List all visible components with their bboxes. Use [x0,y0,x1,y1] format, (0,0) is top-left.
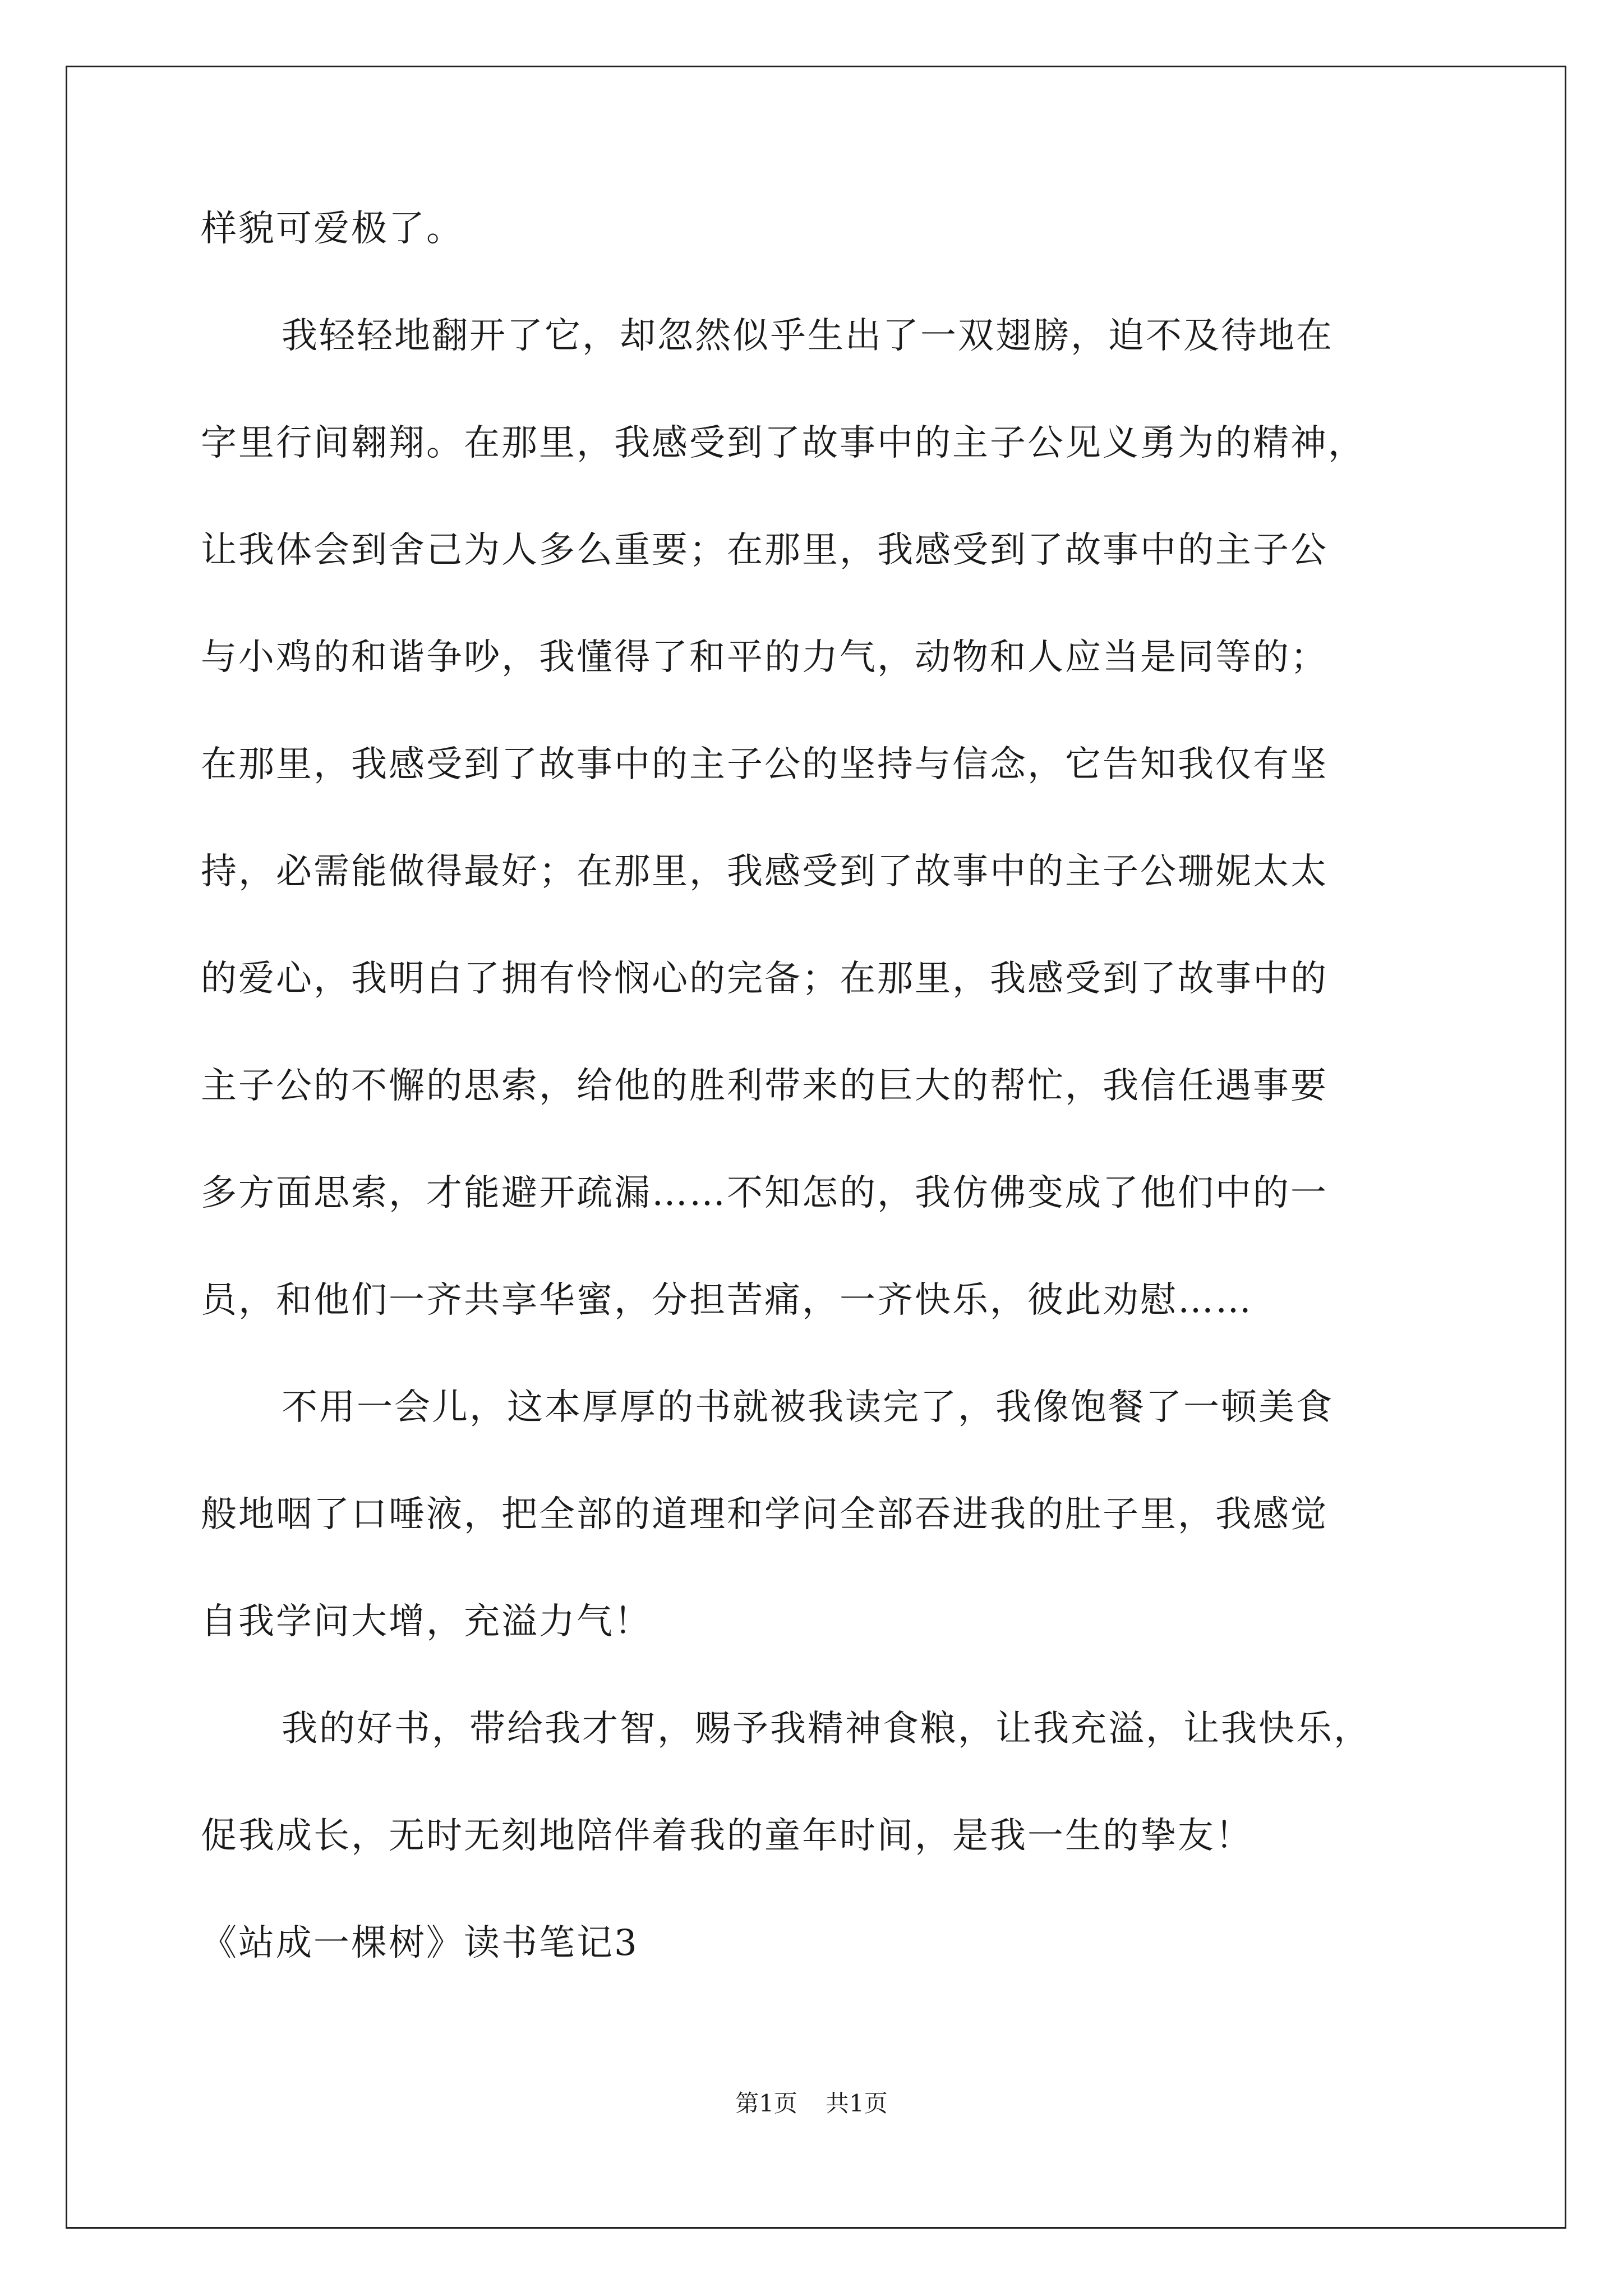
text-line: 在那里，我感受到了故事中的主子公的坚持与信念，它告知我仅有坚 [201,744,1328,785]
text-line: 的爱心，我明白了拥有怜悯心的完备；在那里，我感受到了故事中的 [201,958,1328,1000]
text-line: 让我体会到舍己为人多么重要；在那里，我感受到了故事中的主子公 [201,530,1328,571]
text-line: 字里行间翱翔。在那里，我感受到了故事中的主子公见义勇为的精神， [201,422,1366,464]
page-number: 第1页 [735,2090,797,2117]
section-heading: 《站成一棵树》读书笔记3 [201,1922,639,1964]
text-line: 与小鸡的和谐争吵，我懂得了和平的力气，动物和人应当是同等的； [201,637,1328,678]
text-line: 不用一会儿，这本厚厚的书就被我读完了，我像饱餐了一顿美食 [282,1387,1334,1428]
text-line: 促我成长，无时无刻地陪伴着我的童年时间，是我一生的挚友！ [201,1815,1253,1857]
text-line: 多方面思索，才能避开疏漏……不知怎的，我仿佛变成了他们中的一 [201,1172,1328,1214]
text-line: 我的好书，带给我才智，赐予我精神食粮，让我充溢，让我快乐， [282,1708,1371,1750]
text-line: 持，必需能做得最好；在那里，我感受到了故事中的主子公珊妮太太 [201,851,1328,892]
text-line: 般地咽了口唾液，把全部的道理和学问全部吞进我的肚子里，我感觉 [201,1494,1328,1535]
text-line: 样貌可爱极了。 [201,208,464,250]
page-total: 共1页 [826,2090,888,2117]
text-line: 自我学问大增，充溢力气！ [201,1601,652,1642]
text-line: 我轻轻地翻开了它，却忽然似乎生出了一双翅膀，迫不及待地在 [282,315,1334,357]
document-body [201,202,1457,2023]
text-line: 主子公的不懈的思索，给他的胜利带来的巨大的帮忙，我信任遇事要 [201,1065,1328,1107]
page-footer [0,2087,1623,2120]
text-line: 员，和他们一齐共享华蜜，分担苦痛，一齐快乐，彼此劝慰…… [201,1280,1253,1321]
